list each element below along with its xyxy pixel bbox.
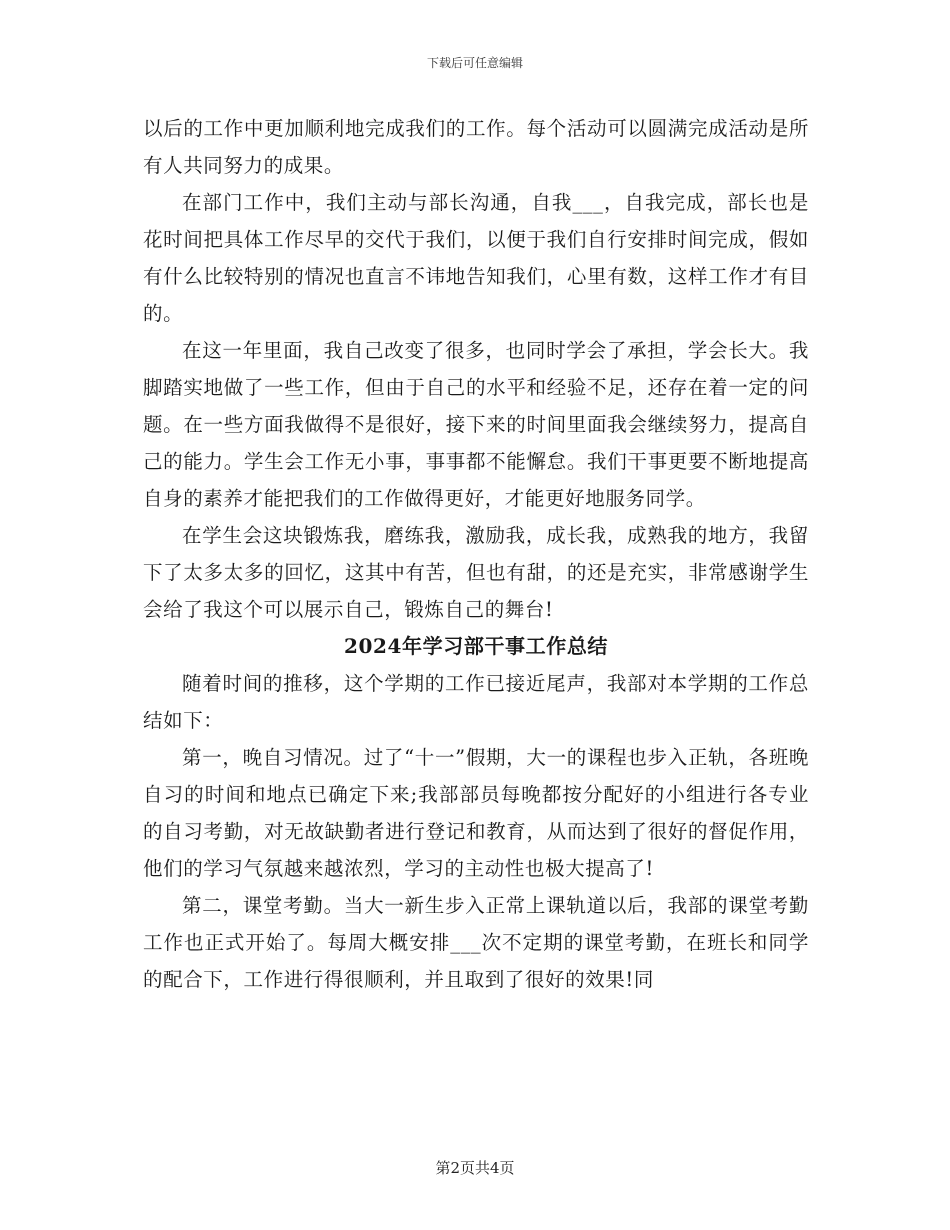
page-number: 第2页共4页 <box>435 1159 515 1177</box>
paragraph-continuation: 以后的工作中更加顺利地完成我们的工作。每个活动可以圆满完成活动是所有人共同努力的成果。 <box>143 117 809 177</box>
section-title: 2024年学习部干事工作总结 <box>343 634 609 658</box>
paragraph-year-review: 在这一年里面，我自己改变了很多，也同时学会了承担，学会长大。我脚踏实地做了一些工作，但由于自己的水平和经验不足，还存在着一定的问题。在一些方面我做得不是很好，接下来的时间里面我会继续努力，提高自己的能力。学生会工作无小事，事事都不能懈怠。我们干事更要不断地提高自身的素养才能把我们的工作做得更好，才能更好地服务同学。 <box>143 339 809 510</box>
document-body <box>143 110 809 998</box>
paragraph-class-attendance: 第二，课堂考勤。当大一新生步入正常上课轨道以后，我部的课堂考勤工作也正式开始了。每周大概安排___次不定期的课堂考勤，在班长和同学的配合下，工作进行得很顺利，并且取到了很好的效果!同 <box>143 894 809 991</box>
paragraph-evening-study: 第一，晚自习情况。过了“十一”假期，大一的课程也步入正轨，各班晚自习的时间和地点已确定下来;我部部员每晚都按分配好的小组进行各专业的自习考勤，对无故缺勤者进行登记和教育，从而达到了很好的督促作用，他们的学习气氛越来越浓烈，学习的主动性也极大提高了! <box>143 746 809 880</box>
paragraph-gratitude: 在学生会这块锻炼我，磨练我，激励我，成长我，成熟我的地方，我留下了太多太多的回忆，这其中有苦，但也有甜，的还是充实，非常感谢学生会给了我这个可以展示自己，锻炼自己的舞台! <box>143 524 809 621</box>
page-header: 下载后可任意编辑 <box>426 56 523 70</box>
paragraph-intro: 随着时间的推移，这个学期的工作已接近尾声，我部对本学期的工作总结如下： <box>143 672 809 732</box>
paragraph-department-work: 在部门工作中，我们主动与部长沟通，自我___，自我完成，部长也是花时间把具体工作尽早的交代于我们，以便于我们自行安排时间完成，假如有什么比较特别的情况也直言不讳地告知我们，心里有数，这样工作才有目的。 <box>143 191 809 325</box>
